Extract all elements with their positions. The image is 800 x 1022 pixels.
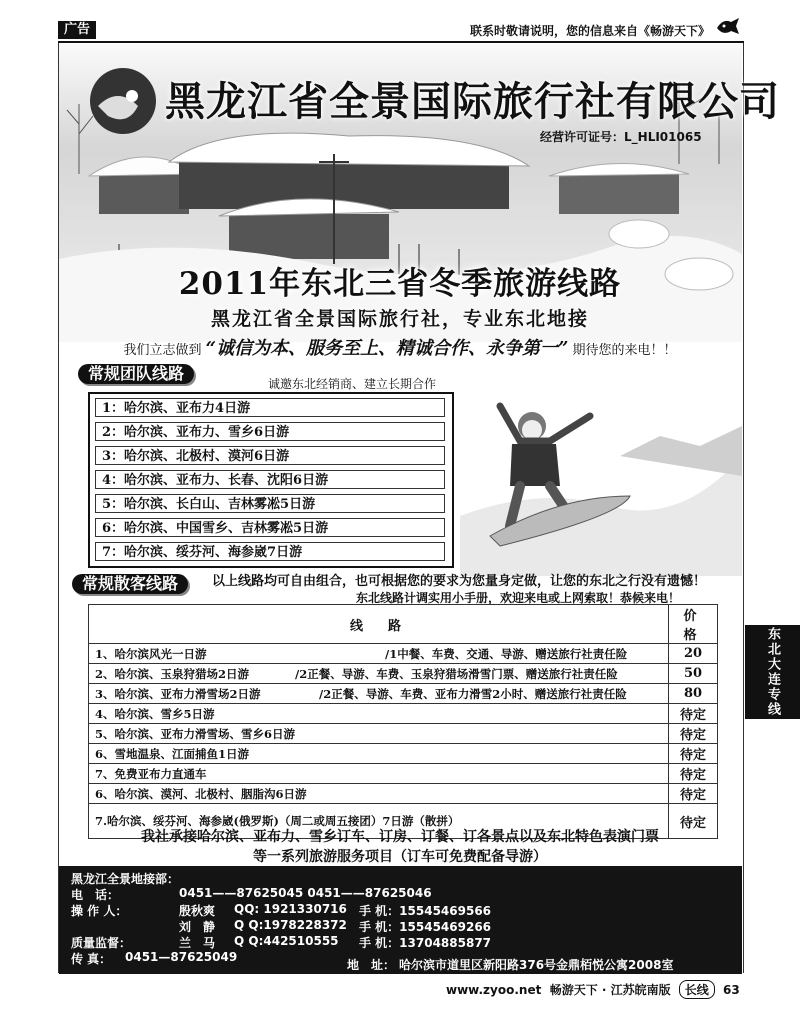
operator-name: 刘 静 — [179, 920, 216, 934]
operator-qq: QQ: 1921330716 — [234, 902, 347, 916]
route-price: 待定 — [669, 744, 718, 764]
main-title: 2011年东北三省冬季旅游线路 — [178, 266, 622, 302]
fax-label: 传 真： — [71, 952, 112, 966]
contact-box — [59, 866, 742, 974]
footer-publication: 畅游天下 · 江苏皖南版 — [549, 983, 671, 997]
route-name: 3、哈尔滨、亚布力滑雪场2日游 — [95, 686, 261, 701]
quality-qq: Q Q:442510555 — [234, 934, 339, 948]
route-price: 80 — [669, 684, 718, 704]
route-price: 待定 — [669, 784, 718, 804]
company-name: 黑龙江省全景国际旅行社有限公司 — [165, 79, 780, 125]
page-number: 63 — [723, 983, 740, 997]
service-statement-1: 我社承接哈尔滨、亚布力、雪乡订车、订房、订餐、订各景点以及东北特色表演门票 — [141, 829, 659, 845]
table-row — [89, 784, 718, 804]
fax-number: 0451—87625049 — [125, 950, 238, 964]
ad-label: 广告 — [58, 21, 96, 39]
list-item: 4：哈尔滨、亚布力、长春、沈阳6日游 — [95, 470, 445, 489]
handbook-note: 东北线路计调实用小手册，欢迎来电或上网索取！恭候来电！ — [356, 591, 681, 605]
route-price: 待定 — [669, 764, 718, 784]
col-price-header: 价格 — [669, 605, 718, 644]
quality-label: 质量监督： — [71, 936, 132, 950]
operator-name: 殷秋爽 — [179, 904, 216, 918]
service-statement-2: 等一系列旅游服务项目（订车可免费配备导游） — [253, 849, 547, 865]
table-row — [89, 704, 718, 724]
table-row — [89, 684, 718, 704]
list-item: 5：哈尔滨、长白山、吉林雾凇5日游 — [95, 494, 445, 513]
list-item: 3：哈尔滨、北极村、漠河6日游 — [95, 446, 445, 465]
route-name: 7.哈尔滨、绥芬河、海参崴(俄罗斯)（周二或周五接团）7日游（散拼） — [89, 804, 669, 839]
section-note: 诚邀东北经销商、建立长期合作 — [268, 377, 437, 391]
list-item: 6：哈尔滨、中国雪乡、吉林雾凇5日游 — [95, 518, 445, 537]
route-name: 4、哈尔滨、雪乡5日游 — [89, 704, 669, 724]
operator-label: 操 作 人： — [71, 904, 128, 918]
route-price: 待定 — [669, 804, 718, 839]
section-title-scatter: 常规散客线路 — [72, 574, 188, 594]
route-detail: /2正餐、导游、车费、玉泉狩猎场滑雪门票、赠送旅行社责任险 — [295, 666, 618, 681]
side-tab-dalian: 东北大连专线 — [745, 625, 800, 719]
contact-org: 黑龙江全景地接部： — [71, 872, 180, 886]
footer-section-tag: 长线 — [679, 980, 715, 999]
route-name: 7、免费亚布力直通车 — [89, 764, 669, 784]
route-name: 6、哈尔滨、漠河、北极村、胭脂沟6日游 — [89, 784, 669, 804]
quality-name: 兰 马 — [179, 936, 216, 950]
table-row — [89, 724, 718, 744]
address: 哈尔滨市道里区新阳路376号金鼎栢悦公寓2008室 — [399, 958, 674, 972]
table-header-row — [89, 605, 718, 644]
sub-title: 黑龙江省全景国际旅行社，专业东北地接 — [210, 308, 589, 330]
motto-prefix: 我们立志做到 — [123, 343, 202, 358]
motto-line — [0, 334, 800, 360]
company-logo-icon — [88, 66, 158, 136]
list-item: 1：哈尔滨、亚布力4日游 — [95, 398, 445, 417]
snowboarder-photo — [460, 396, 742, 576]
scatter-route-table — [88, 604, 718, 839]
route-name: 2、哈尔滨、玉泉狩猎场2日游 — [95, 666, 250, 681]
route-name: 1、哈尔滨风光一日游 — [95, 646, 207, 661]
route-price: 待定 — [669, 724, 718, 744]
operator-mobile: 手 机：15545469266 — [359, 920, 492, 934]
footer — [446, 980, 740, 999]
regular-route-list — [88, 392, 454, 568]
section-title-regular: 常规团队线路 — [78, 364, 194, 384]
table-row — [89, 644, 718, 664]
footer-url[interactable]: www.zyoo.net — [446, 983, 542, 997]
quality-mobile: 手 机：13704885877 — [359, 936, 492, 950]
table-row — [89, 764, 718, 784]
motto: “诚信为本、服务至上、精诚合作、永争第一” — [205, 338, 569, 359]
list-item: 7：哈尔滨、绥芬河、海参崴7日游 — [95, 542, 445, 561]
table-row — [89, 744, 718, 764]
operator-qq: Q Q:1978228372 — [234, 918, 347, 932]
source-note: 联系时敬请说明，您的信息来自《畅游天下》 — [470, 24, 711, 38]
motto-suffix: 期待您的来电！！ — [572, 343, 677, 358]
list-item: 2：哈尔滨、亚布力、雪乡6日游 — [95, 422, 445, 441]
route-name: 6、雪地温泉、江面捕鱼1日游 — [89, 744, 669, 764]
route-name: 5、哈尔滨、亚布力滑雪场、雪乡6日游 — [89, 724, 669, 744]
route-price: 20 — [669, 644, 718, 664]
operator-mobile: 手 机：15545469566 — [359, 904, 492, 918]
address-label: 地 址： — [347, 958, 396, 972]
phone-label: 电 话： — [71, 888, 120, 902]
combo-note: 以上线路均可自由组合，也可根据您的要求为您量身定做，让您的东北之行没有遗憾！ — [212, 574, 707, 589]
table-row — [89, 664, 718, 684]
route-detail: /2正餐、导游、车费、亚布力滑雪2小时、赠送旅行社责任险 — [319, 686, 627, 701]
route-detail: /1中餐、车费、交通、导游、赠送旅行社责任险 — [385, 646, 628, 661]
phone-numbers: 0451——87625045 0451——87625046 — [179, 886, 432, 900]
route-price: 待定 — [669, 704, 718, 724]
fish-logo-icon — [715, 16, 741, 38]
route-price: 50 — [669, 664, 718, 684]
license-number: 经营许可证号：L_HLI01065 — [540, 130, 702, 144]
col-route-header: 线 路 — [89, 605, 669, 644]
